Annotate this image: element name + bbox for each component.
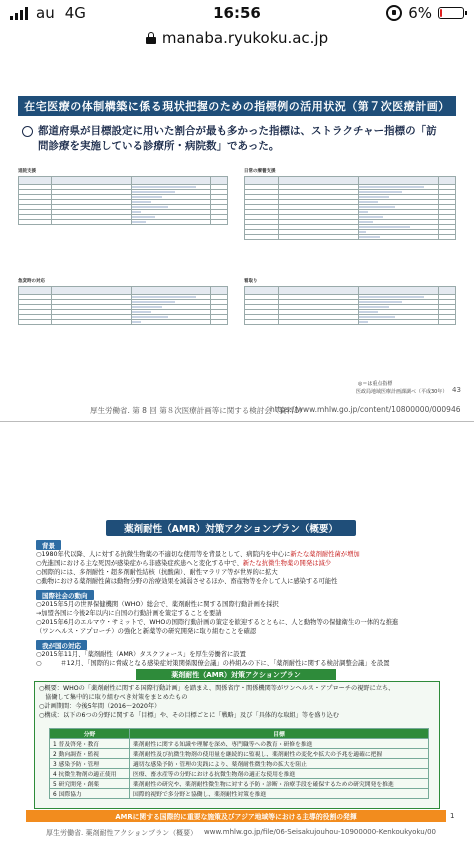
slide1-page-number: 43 xyxy=(452,386,461,394)
slide1-bullet xyxy=(22,124,442,154)
bar-fill xyxy=(132,306,162,308)
network-label: 4G xyxy=(64,4,86,22)
table-header-row xyxy=(19,177,228,185)
rotation-lock-icon xyxy=(386,5,402,21)
slide-amr-action-plan xyxy=(16,516,458,837)
indicator-panel-daily-care xyxy=(244,168,456,240)
panel-table xyxy=(18,286,228,325)
url-text[interactable]: manaba.ryukoku.ac.jp xyxy=(161,29,329,47)
indicator-panel-emergency xyxy=(18,278,228,325)
slide2-url[interactable]: www.mhlw.go.jp/file/06-Seisakujouhou-10900000-Kenkoukyoku/00 xyxy=(204,828,436,836)
domestic-line: ○ ＃12月、「国際的に脅威となる感染症対策関係閣僚会議」の枠組みの下に、「薬剤耐性に関する検討調整会議」を設置 xyxy=(36,660,390,667)
bar-fill xyxy=(359,221,373,223)
slide1-bullet-text: 都道府県が目標設定に用いた割合が最も多かった指標は、ストラクチャー指標の「訪問診療を実施している診療所・病院数」であった。 xyxy=(38,125,437,152)
panel-label: 日常の療養支援 xyxy=(244,169,276,174)
bar-fill xyxy=(359,311,378,313)
plan-col-goal: 目標 xyxy=(130,729,429,739)
bar-fill xyxy=(359,296,424,298)
indicator-panel-end-of-life xyxy=(244,278,456,325)
panel-label: 看取り xyxy=(244,279,258,284)
plan-line: ○構成：以下の6つの分野に関する「目標」や、その目標ごとに「戦略」及び「具体的な取組」等を盛り込む xyxy=(39,712,340,719)
domestic-line: ○2015年11月、「薬剤耐性（AMR）タスクフォース」を厚生労働省に設置 xyxy=(36,651,246,658)
table-header-row xyxy=(245,177,456,185)
bar-fill xyxy=(132,216,156,218)
bar-fill xyxy=(132,321,141,323)
lock-icon xyxy=(146,32,156,44)
plan-title: 薬剤耐性（AMR）対策アクションプラン xyxy=(136,669,336,680)
slide1-url[interactable]: https://www.mhlw.go.jp/content/10800000/000946 xyxy=(270,405,461,414)
bar-fill xyxy=(132,211,141,213)
bar-fill xyxy=(359,216,383,218)
international-line: →加盟各国に今後2年以内に自国の行動計画を策定することを要請 xyxy=(36,610,222,617)
background-line: ○動物における薬剤耐性菌は動物分野の治療効果を減弱させるほか、畜産物等を介して人に感染する可能性 xyxy=(36,578,338,585)
international-line: （ワンヘルス・アプローチ）の強化と新薬等の研究開発に取り組むことを確認 xyxy=(36,628,257,635)
table-row: 5 研究開発・創薬 薬剤耐性の研究や、薬剤耐性微生物に対する予防・診断・治療手段を確保するための研究開発を推進 xyxy=(50,779,429,789)
background-line: ○国際的には、多剤耐性・超多剤耐性結核（抗酸菌）、耐性マラリア等が世界的に拡大 xyxy=(36,569,278,576)
table-row xyxy=(245,235,456,240)
slide2-title: 薬剤耐性（AMR）対策アクションプラン（概要） xyxy=(106,520,356,536)
table-row xyxy=(245,320,456,325)
plan-box xyxy=(34,681,440,809)
table-row xyxy=(19,320,228,325)
bar-fill xyxy=(132,311,151,313)
bar-fill xyxy=(359,321,369,323)
bar-fill xyxy=(359,226,410,228)
panel-table xyxy=(18,176,228,225)
signal-bars-icon xyxy=(10,7,28,20)
bar-fill xyxy=(359,196,389,198)
panel-table xyxy=(244,176,456,240)
table-row: 3 感染予防・管理 適切な感染予防・管理の実践により、薬剤耐性微生物の拡大を阻止 xyxy=(50,759,429,769)
table-header-row xyxy=(19,287,228,295)
slide1-title: 在宅医療の体制構築に係る現状把握のための指標例の活用状況（第７次医療計画） xyxy=(18,96,456,116)
carrier-label: au xyxy=(36,4,55,22)
slide1-note-source: 医政局地域医療計画課調べ（平成30年） xyxy=(356,389,448,395)
panel-table xyxy=(244,286,456,325)
plan-line: ○計画期間：今後5年間（2016～2020年） xyxy=(39,703,161,710)
slide-home-care-indicators xyxy=(0,86,474,422)
slide2-page-number: 1 xyxy=(450,812,455,820)
table-row: 2 動向調査・監視 薬剤耐性及び抗微生物剤の使用量を継続的に監視し、薬剤耐性の変化や拡大の予兆を適確に把握 xyxy=(50,749,429,759)
bar-fill xyxy=(132,186,196,188)
bar-fill xyxy=(359,201,378,203)
slide1-note-key: ◎＝は重点指標 xyxy=(358,381,393,387)
battery-percent: 6% xyxy=(408,4,432,22)
slide2-footer: 厚生労働省. 薬剤耐性アクションプラン（概要） xyxy=(46,829,198,837)
panel-label: 急変時の対応 xyxy=(18,279,45,284)
status-bar xyxy=(0,0,474,26)
table-header-row xyxy=(245,287,456,295)
section-international: 国際社会の動向 xyxy=(36,590,94,600)
status-time: 16:56 xyxy=(213,4,261,22)
bar-fill xyxy=(132,201,151,203)
bar-fill xyxy=(359,186,424,188)
indicator-panel-discharge xyxy=(18,168,228,225)
background-line: ○先進国における主な死因が感染症から非感染症疾患へと変化する中で、新たな抗微生物薬の開発は減少 xyxy=(36,560,332,567)
bullet-circle-icon xyxy=(22,126,33,137)
international-line: ○2015年5月の世界保健機関（WHO）総会で、薬剤耐性に関する国際行動計画を採択 xyxy=(36,601,279,608)
bar-fill xyxy=(132,296,196,298)
battery-level xyxy=(440,9,442,17)
background-line: ○1980年代以降、人に対する抗微生物薬の不適切な使用等を背景として、病院内を中心に新たな薬剤耐性菌が増加 xyxy=(36,551,360,558)
table-row: 1 普及啓発・教育 薬剤耐性に関する知識や理解を深め、専門職等への教育・研修を推進 xyxy=(50,739,429,749)
bottom-banner: AMRに関する国際的に重要な施策及びアジア地域等における主導的役割の発揮 xyxy=(26,810,446,822)
plan-col-field: 分野 xyxy=(50,729,130,739)
table-row xyxy=(19,220,228,225)
bar-fill xyxy=(132,221,146,223)
section-domestic: 我が国の対応 xyxy=(36,640,87,650)
table-row: 4 抗微生物剤の適正使用 医療、畜水産等の分野における抗微生物剤の適正な使用を推進 xyxy=(50,769,429,779)
panel-label: 退院支援 xyxy=(18,169,36,174)
bar-fill xyxy=(359,316,395,318)
international-line: ○2015年6月のエルマウ・サミットで、WHOの国際行動計画の策定を歓迎するとともに、人と動物等の保健衛生の一体的な推進 xyxy=(36,619,399,626)
section-background: 背景 xyxy=(36,540,61,550)
battery-icon xyxy=(438,7,464,19)
bar-fill xyxy=(132,206,168,208)
address-bar[interactable] xyxy=(0,26,474,50)
bar-fill xyxy=(359,206,395,208)
bar-fill xyxy=(359,191,403,193)
bar-fill xyxy=(359,211,369,213)
bar-fill xyxy=(359,231,366,233)
bar-fill xyxy=(359,301,403,303)
bar-fill xyxy=(132,316,168,318)
bar-fill xyxy=(132,196,162,198)
table-row: 6 国際協力 国際的視野で多分野と協働し、薬剤耐性対策を推進 xyxy=(50,789,429,799)
bar-fill xyxy=(359,236,380,238)
plan-line: ○概要：WHOの「薬剤耐性に関する国際行動計画」を踏まえ、関係省庁・関係機関等がワンヘルス・アプローチの視野に立ち、 xyxy=(39,685,395,692)
bar-fill xyxy=(359,306,389,308)
plan-line: 協働して集中的に取り組むべき対策をまとめたもの xyxy=(39,694,188,701)
bar-fill xyxy=(132,191,175,193)
slide1-footer: 厚生労働省. 第 8 回 第８次医療計画等に関する検討会（資料1） xyxy=(90,406,307,415)
plan-table xyxy=(49,728,429,799)
bar-fill xyxy=(132,301,175,303)
